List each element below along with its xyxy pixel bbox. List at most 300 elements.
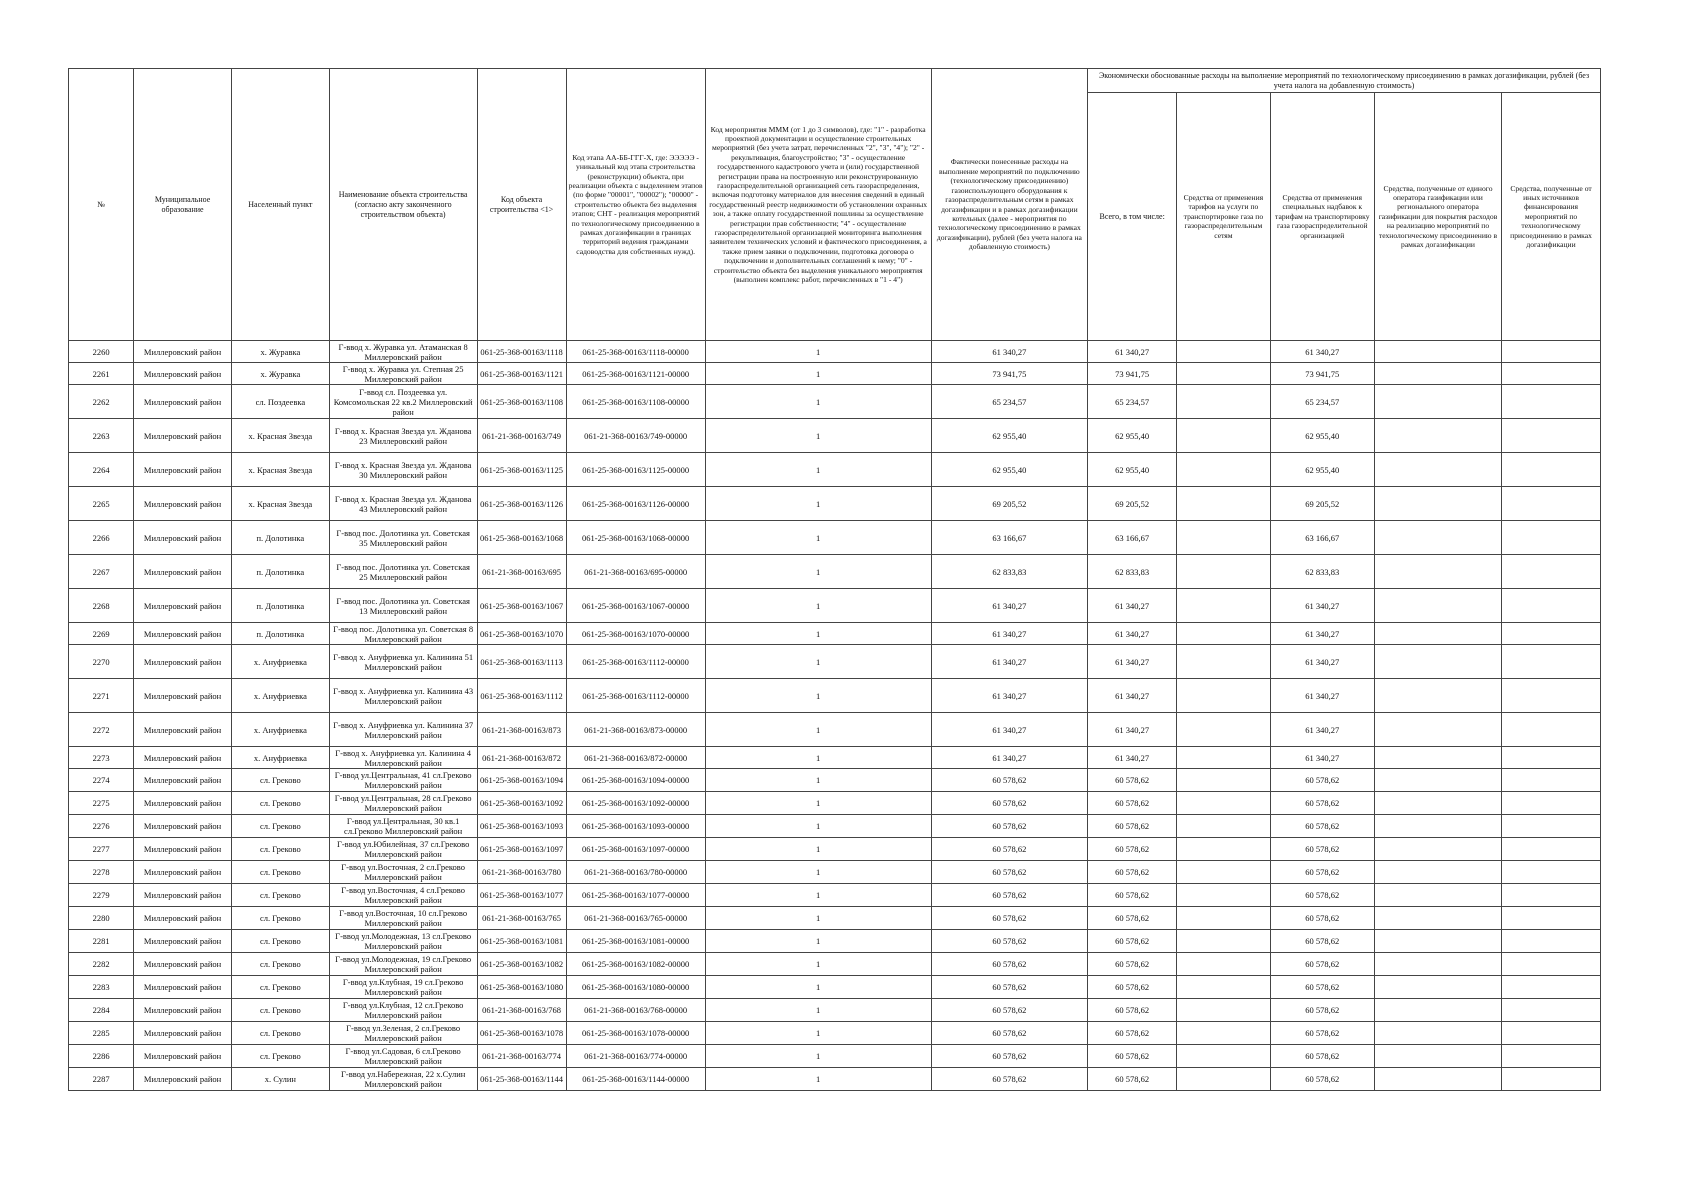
settlement-cell: п. Долотинка [231, 623, 329, 645]
col-header-actual-costs: Фактически понесенные расходы на выполнение мероприятий по подключению (технологическому присоединению) газоиспользующего оборудования к газораспределительным сетям в рамках догазификации и в рамках догазификации котельных (далее - мероприятия по технологическому присоединению в рамках догазификации), рублей (без учета налога на добавленную стоимость) [931, 69, 1087, 341]
operator-funds-cell [1374, 1022, 1501, 1045]
table-row [69, 999, 1601, 1022]
object-name-cell: Г-ввод пос. Долотинка ул. Советская 13 Миллеровский район [329, 589, 477, 623]
operator-funds-cell [1374, 645, 1501, 679]
municipality-cell: Миллеровский район [134, 453, 232, 487]
row-number: 2283 [69, 976, 134, 999]
object-name-cell: Г-ввод х. Ануфриевка ул. Калинина 43 Миллеровский район [329, 679, 477, 713]
col-header-number: № [69, 69, 134, 341]
stage-code-cell: 061-25-368-00163/1097-00000 [566, 838, 705, 861]
table-row [69, 907, 1601, 930]
special-surcharge-cell: 61 340,27 [1270, 623, 1374, 645]
total-cell: 60 578,62 [1088, 907, 1177, 930]
other-funds-cell [1502, 645, 1601, 679]
other-funds-cell [1502, 385, 1601, 419]
tariff-funds-cell [1177, 555, 1270, 589]
settlement-cell: сл. Греково [231, 976, 329, 999]
municipality-cell: Миллеровский район [134, 884, 232, 907]
col-header-tariff-funds: Средства от применения тарифов на услуги по транспортировке газа по газораспределительным сетям [1177, 93, 1270, 341]
municipality-cell: Миллеровский район [134, 792, 232, 815]
tariff-funds-cell [1177, 999, 1270, 1022]
municipality-cell: Миллеровский район [134, 679, 232, 713]
special-surcharge-cell: 60 578,62 [1270, 861, 1374, 884]
other-funds-cell [1502, 487, 1601, 521]
tariff-funds-cell [1177, 815, 1270, 838]
municipality-cell: Миллеровский район [134, 999, 232, 1022]
row-number: 2286 [69, 1045, 134, 1068]
stage-code-cell: 061-21-368-00163/780-00000 [566, 861, 705, 884]
special-surcharge-cell: 60 578,62 [1270, 838, 1374, 861]
table-row [69, 385, 1601, 419]
object-name-cell: Г-ввод ул.Юбилейная, 37 сл.Греково Миллеровский район [329, 838, 477, 861]
operator-funds-cell [1374, 792, 1501, 815]
table-row [69, 1022, 1601, 1045]
event-code-cell: 1 [705, 838, 931, 861]
col-header-object-code: Код объекта строительства <1> [477, 69, 566, 341]
settlement-cell: х. Красная Звезда [231, 419, 329, 453]
table-row [69, 930, 1601, 953]
table-row [69, 341, 1601, 363]
tariff-funds-cell [1177, 976, 1270, 999]
event-code-cell: 1 [705, 419, 931, 453]
table-row [69, 521, 1601, 555]
operator-funds-cell [1374, 884, 1501, 907]
settlement-cell: х. Ануфриевка [231, 713, 329, 747]
actual-costs-cell: 62 833,83 [931, 555, 1087, 589]
actual-costs-cell: 60 578,62 [931, 1022, 1087, 1045]
other-funds-cell [1502, 792, 1601, 815]
stage-code-cell: 061-25-368-00163/1080-00000 [566, 976, 705, 999]
other-funds-cell [1502, 930, 1601, 953]
municipality-cell: Миллеровский район [134, 838, 232, 861]
other-funds-cell [1502, 623, 1601, 645]
object-name-cell: Г-ввод ул.Молодежная, 13 сл.Греково Миллеровский район [329, 930, 477, 953]
object-code-cell: 061-21-368-00163/749 [477, 419, 566, 453]
tariff-funds-cell [1177, 385, 1270, 419]
tariff-funds-cell [1177, 1045, 1270, 1068]
actual-costs-cell: 65 234,57 [931, 385, 1087, 419]
actual-costs-cell: 60 578,62 [931, 930, 1087, 953]
settlement-cell: сл. Греково [231, 999, 329, 1022]
special-surcharge-cell: 61 340,27 [1270, 341, 1374, 363]
row-number: 2280 [69, 907, 134, 930]
stage-code-cell: 061-21-368-00163/768-00000 [566, 999, 705, 1022]
operator-funds-cell [1374, 769, 1501, 792]
table-row [69, 487, 1601, 521]
object-code-cell: 061-25-368-00163/1067 [477, 589, 566, 623]
total-cell: 61 340,27 [1088, 747, 1177, 769]
other-funds-cell [1502, 838, 1601, 861]
object-code-cell: 061-25-368-00163/1121 [477, 363, 566, 385]
operator-funds-cell [1374, 521, 1501, 555]
table-row [69, 555, 1601, 589]
operator-funds-cell [1374, 976, 1501, 999]
settlement-cell: х. Журавка [231, 363, 329, 385]
operator-funds-cell [1374, 453, 1501, 487]
operator-funds-cell [1374, 589, 1501, 623]
object-code-cell: 061-25-368-00163/1097 [477, 838, 566, 861]
object-code-cell: 061-25-368-00163/1144 [477, 1068, 566, 1091]
col-header-other-funds: Средства, полученные от иных источников финансирования мероприятий по технологическому присоединению в рамках догазификации [1502, 93, 1601, 341]
municipality-cell: Миллеровский район [134, 487, 232, 521]
other-funds-cell [1502, 713, 1601, 747]
special-surcharge-cell: 60 578,62 [1270, 976, 1374, 999]
settlement-cell: п. Долотинка [231, 589, 329, 623]
settlement-cell: х. Журавка [231, 341, 329, 363]
event-code-cell: 1 [705, 999, 931, 1022]
stage-code-cell: 061-21-368-00163/765-00000 [566, 907, 705, 930]
row-number: 2285 [69, 1022, 134, 1045]
operator-funds-cell [1374, 838, 1501, 861]
other-funds-cell [1502, 521, 1601, 555]
other-funds-cell [1502, 953, 1601, 976]
actual-costs-cell: 63 166,67 [931, 521, 1087, 555]
settlement-cell: п. Долотинка [231, 555, 329, 589]
object-name-cell: Г-ввод х. Журавка ул. Степная 25 Миллеровский район [329, 363, 477, 385]
object-code-cell: 061-25-368-00163/1093 [477, 815, 566, 838]
operator-funds-cell [1374, 907, 1501, 930]
total-cell: 60 578,62 [1088, 838, 1177, 861]
total-cell: 60 578,62 [1088, 1068, 1177, 1091]
operator-funds-cell [1374, 623, 1501, 645]
stage-code-cell: 061-25-368-00163/1077-00000 [566, 884, 705, 907]
total-cell: 60 578,62 [1088, 769, 1177, 792]
tariff-funds-cell [1177, 861, 1270, 884]
stage-code-cell: 061-25-368-00163/1118-00000 [566, 341, 705, 363]
municipality-cell: Миллеровский район [134, 769, 232, 792]
special-surcharge-cell: 63 166,67 [1270, 521, 1374, 555]
tariff-funds-cell [1177, 907, 1270, 930]
other-funds-cell [1502, 1068, 1601, 1091]
event-code-cell: 1 [705, 521, 931, 555]
municipality-cell: Миллеровский район [134, 747, 232, 769]
row-number: 2275 [69, 792, 134, 815]
actual-costs-cell: 61 340,27 [931, 589, 1087, 623]
actual-costs-cell: 60 578,62 [931, 999, 1087, 1022]
special-surcharge-cell: 62 955,40 [1270, 419, 1374, 453]
object-name-cell: Г-ввод ул.Зеленая, 2 сл.Греково Миллеровский район [329, 1022, 477, 1045]
object-name-cell: Г-ввод ул.Клубная, 19 сл.Греково Миллеровский район [329, 976, 477, 999]
municipality-cell: Миллеровский район [134, 976, 232, 999]
actual-costs-cell: 69 205,52 [931, 487, 1087, 521]
operator-funds-cell [1374, 341, 1501, 363]
operator-funds-cell [1374, 747, 1501, 769]
settlement-cell: сл. Греково [231, 953, 329, 976]
settlement-cell: х. Красная Звезда [231, 487, 329, 521]
municipality-cell: Миллеровский район [134, 623, 232, 645]
actual-costs-cell: 61 340,27 [931, 623, 1087, 645]
row-number: 2266 [69, 521, 134, 555]
special-surcharge-cell: 60 578,62 [1270, 1022, 1374, 1045]
total-cell: 73 941,75 [1088, 363, 1177, 385]
row-number: 2272 [69, 713, 134, 747]
event-code-cell: 1 [705, 679, 931, 713]
stage-code-cell: 061-25-368-00163/1108-00000 [566, 385, 705, 419]
municipality-cell: Миллеровский район [134, 645, 232, 679]
object-name-cell: Г-ввод х. Ануфриевка ул. Калинина 37 Миллеровский район [329, 713, 477, 747]
object-code-cell: 061-25-368-00163/1080 [477, 976, 566, 999]
total-cell: 61 340,27 [1088, 679, 1177, 713]
special-surcharge-cell: 60 578,62 [1270, 1045, 1374, 1068]
object-name-cell: Г-ввод ул.Восточная, 2 сл.Греково Миллеровский район [329, 861, 477, 884]
total-cell: 61 340,27 [1088, 623, 1177, 645]
object-code-cell: 061-25-368-00163/1068 [477, 521, 566, 555]
tariff-funds-cell [1177, 363, 1270, 385]
total-cell: 61 340,27 [1088, 589, 1177, 623]
table-body [69, 341, 1601, 1091]
col-header-object-name: Наименование объекта строительства (согласно акту законченного строительством объекта) [329, 69, 477, 341]
total-cell: 60 578,62 [1088, 792, 1177, 815]
stage-code-cell: 061-21-368-00163/695-00000 [566, 555, 705, 589]
object-name-cell: Г-ввод х. Журавка ул. Атаманская 8 Миллеровский район [329, 341, 477, 363]
table-row [69, 713, 1601, 747]
event-code-cell: 1 [705, 907, 931, 930]
object-name-cell: Г-ввод пос. Долотинка ул. Советская 8 Миллеровский район [329, 623, 477, 645]
other-funds-cell [1502, 1045, 1601, 1068]
actual-costs-cell: 61 340,27 [931, 713, 1087, 747]
other-funds-cell [1502, 907, 1601, 930]
operator-funds-cell [1374, 953, 1501, 976]
settlement-cell: сл. Греково [231, 792, 329, 815]
col-header-stage-code: Код этапа АА-ББ-ГГГ-Х, где: ЭЭЭЭЭ - уникальный код этапа строительства (реконструкции) объекта, при реализации объекта с выделением этапов (по форме "00001", "00002"); "00000" - строительство объекта без выделения этапов; СНТ - реализация мероприятий по технологическому присоединению в рамках догазификации в границах территорий ведения гражданами садоводства для собственных нужд). [566, 69, 705, 341]
col-header-operator-funds: Средства, полученные от единого оператора газификации или регионального оператора газификации для покрытия расходов на реализацию мероприятий по технологическому присоединению в рамках догазификации [1374, 93, 1501, 341]
actual-costs-cell: 60 578,62 [931, 838, 1087, 861]
object-code-cell: 061-21-368-00163/695 [477, 555, 566, 589]
object-code-cell: 061-21-368-00163/780 [477, 861, 566, 884]
table-row [69, 453, 1601, 487]
actual-costs-cell: 60 578,62 [931, 953, 1087, 976]
tariff-funds-cell [1177, 792, 1270, 815]
tariff-funds-cell [1177, 838, 1270, 861]
settlement-cell: х. Красная Звезда [231, 453, 329, 487]
settlement-cell: х. Сулин [231, 1068, 329, 1091]
event-code-cell: 1 [705, 953, 931, 976]
settlement-cell: сл. Греково [231, 815, 329, 838]
event-code-cell: 1 [705, 589, 931, 623]
tariff-funds-cell [1177, 341, 1270, 363]
actual-costs-cell: 60 578,62 [931, 1068, 1087, 1091]
event-code-cell: 1 [705, 623, 931, 645]
row-number: 2261 [69, 363, 134, 385]
stage-code-cell: 061-25-368-00163/1125-00000 [566, 453, 705, 487]
municipality-cell: Миллеровский район [134, 555, 232, 589]
object-code-cell: 061-25-368-00163/1112 [477, 679, 566, 713]
event-code-cell: 1 [705, 861, 931, 884]
other-funds-cell [1502, 999, 1601, 1022]
row-number: 2264 [69, 453, 134, 487]
special-surcharge-cell: 62 955,40 [1270, 453, 1374, 487]
settlement-cell: сл. Греково [231, 884, 329, 907]
operator-funds-cell [1374, 1045, 1501, 1068]
municipality-cell: Миллеровский район [134, 521, 232, 555]
row-number: 2282 [69, 953, 134, 976]
tariff-funds-cell [1177, 769, 1270, 792]
stage-code-cell: 061-25-368-00163/1126-00000 [566, 487, 705, 521]
stage-code-cell: 061-25-368-00163/1081-00000 [566, 930, 705, 953]
actual-costs-cell: 61 340,27 [931, 645, 1087, 679]
object-name-cell: Г-ввод х. Красная Звезда ул. Жданова 43 Миллеровский район [329, 487, 477, 521]
total-cell: 61 340,27 [1088, 645, 1177, 679]
stage-code-cell: 061-25-368-00163/1068-00000 [566, 521, 705, 555]
tariff-funds-cell [1177, 487, 1270, 521]
object-name-cell: Г-ввод х. Красная Звезда ул. Жданова 30 Миллеровский район [329, 453, 477, 487]
row-number: 2274 [69, 769, 134, 792]
actual-costs-cell: 61 340,27 [931, 341, 1087, 363]
row-number: 2281 [69, 930, 134, 953]
table-row [69, 769, 1601, 792]
municipality-cell: Миллеровский район [134, 1068, 232, 1091]
stage-code-cell: 061-25-368-00163/1121-00000 [566, 363, 705, 385]
object-name-cell: Г-ввод ул.Центральная, 30 кв.1 сл.Греково Миллеровский район [329, 815, 477, 838]
other-funds-cell [1502, 747, 1601, 769]
special-surcharge-cell: 60 578,62 [1270, 1068, 1374, 1091]
row-number: 2278 [69, 861, 134, 884]
object-code-cell: 061-25-368-00163/1118 [477, 341, 566, 363]
table-header [69, 69, 1601, 341]
object-name-cell: Г-ввод ул.Восточная, 4 сл.Греково Миллеровский район [329, 884, 477, 907]
operator-funds-cell [1374, 999, 1501, 1022]
object-code-cell: 061-25-368-00163/1077 [477, 884, 566, 907]
operator-funds-cell [1374, 487, 1501, 521]
col-header-settlement: Населенный пункт [231, 69, 329, 341]
event-code-cell: 1 [705, 815, 931, 838]
other-funds-cell [1502, 884, 1601, 907]
special-surcharge-cell: 60 578,62 [1270, 884, 1374, 907]
special-surcharge-cell: 60 578,62 [1270, 953, 1374, 976]
stage-code-cell: 061-25-368-00163/1094-00000 [566, 769, 705, 792]
stage-code-cell: 061-25-368-00163/1092-00000 [566, 792, 705, 815]
actual-costs-cell: 60 578,62 [931, 815, 1087, 838]
stage-code-cell: 061-25-368-00163/1093-00000 [566, 815, 705, 838]
stage-code-cell: 061-25-368-00163/1078-00000 [566, 1022, 705, 1045]
operator-funds-cell [1374, 679, 1501, 713]
actual-costs-cell: 60 578,62 [931, 769, 1087, 792]
row-number: 2269 [69, 623, 134, 645]
other-funds-cell [1502, 363, 1601, 385]
row-number: 2271 [69, 679, 134, 713]
object-code-cell: 061-21-368-00163/872 [477, 747, 566, 769]
total-cell: 65 234,57 [1088, 385, 1177, 419]
municipality-cell: Миллеровский район [134, 385, 232, 419]
event-code-cell: 1 [705, 976, 931, 999]
operator-funds-cell [1374, 419, 1501, 453]
stage-code-cell: 061-25-368-00163/1144-00000 [566, 1068, 705, 1091]
event-code-cell: 1 [705, 1045, 931, 1068]
total-cell: 60 578,62 [1088, 999, 1177, 1022]
object-code-cell: 061-21-368-00163/768 [477, 999, 566, 1022]
table-row [69, 976, 1601, 999]
tariff-funds-cell [1177, 521, 1270, 555]
stage-code-cell: 061-21-368-00163/873-00000 [566, 713, 705, 747]
object-code-cell: 061-21-368-00163/765 [477, 907, 566, 930]
special-surcharge-cell: 61 340,27 [1270, 713, 1374, 747]
other-funds-cell [1502, 815, 1601, 838]
other-funds-cell [1502, 861, 1601, 884]
operator-funds-cell [1374, 555, 1501, 589]
settlement-cell: сл. Поздеевка [231, 385, 329, 419]
table-row [69, 1068, 1601, 1091]
row-number: 2268 [69, 589, 134, 623]
special-surcharge-cell: 73 941,75 [1270, 363, 1374, 385]
tariff-funds-cell [1177, 589, 1270, 623]
row-number: 2262 [69, 385, 134, 419]
total-cell: 61 340,27 [1088, 713, 1177, 747]
table-row [69, 363, 1601, 385]
table-row [69, 645, 1601, 679]
settlement-cell: х. Ануфриевка [231, 747, 329, 769]
special-surcharge-cell: 69 205,52 [1270, 487, 1374, 521]
actual-costs-cell: 60 578,62 [931, 976, 1087, 999]
row-number: 2273 [69, 747, 134, 769]
tariff-funds-cell [1177, 747, 1270, 769]
actual-costs-cell: 62 955,40 [931, 419, 1087, 453]
object-code-cell: 061-25-368-00163/1108 [477, 385, 566, 419]
total-cell: 60 578,62 [1088, 1045, 1177, 1068]
tariff-funds-cell [1177, 930, 1270, 953]
actual-costs-cell: 60 578,62 [931, 1045, 1087, 1068]
tariff-funds-cell [1177, 884, 1270, 907]
table-row [69, 589, 1601, 623]
object-code-cell: 061-25-368-00163/1094 [477, 769, 566, 792]
object-name-cell: Г-ввод пос. Долотинка ул. Советская 25 Миллеровский район [329, 555, 477, 589]
table-row [69, 679, 1601, 713]
event-code-cell: 1 [705, 453, 931, 487]
settlement-cell: х. Ануфриевка [231, 679, 329, 713]
row-number: 2279 [69, 884, 134, 907]
total-cell: 60 578,62 [1088, 861, 1177, 884]
settlement-cell: сл. Греково [231, 930, 329, 953]
total-cell: 63 166,67 [1088, 521, 1177, 555]
object-code-cell: 061-25-368-00163/1082 [477, 953, 566, 976]
special-surcharge-cell: 60 578,62 [1270, 815, 1374, 838]
total-cell: 60 578,62 [1088, 930, 1177, 953]
municipality-cell: Миллеровский район [134, 930, 232, 953]
stage-code-cell: 061-25-368-00163/1070-00000 [566, 623, 705, 645]
settlement-cell: п. Долотинка [231, 521, 329, 555]
actual-costs-cell: 73 941,75 [931, 363, 1087, 385]
object-code-cell: 061-25-368-00163/1125 [477, 453, 566, 487]
table-row [69, 792, 1601, 815]
total-cell: 62 955,40 [1088, 453, 1177, 487]
stage-code-cell: 061-21-368-00163/774-00000 [566, 1045, 705, 1068]
object-name-cell: Г-ввод ул.Клубная, 12 сл.Греково Миллеровский район [329, 999, 477, 1022]
stage-code-cell: 061-25-368-00163/1112-00000 [566, 679, 705, 713]
gasification-table [68, 68, 1601, 1091]
row-number: 2270 [69, 645, 134, 679]
row-number: 2277 [69, 838, 134, 861]
row-number: 2276 [69, 815, 134, 838]
special-surcharge-cell: 60 578,62 [1270, 769, 1374, 792]
settlement-cell: сл. Греково [231, 838, 329, 861]
settlement-cell: сл. Греково [231, 769, 329, 792]
operator-funds-cell [1374, 861, 1501, 884]
tariff-funds-cell [1177, 645, 1270, 679]
special-surcharge-cell: 60 578,62 [1270, 792, 1374, 815]
special-surcharge-cell: 61 340,27 [1270, 679, 1374, 713]
stage-code-cell: 061-21-368-00163/872-00000 [566, 747, 705, 769]
event-code-cell: 1 [705, 884, 931, 907]
total-cell: 60 578,62 [1088, 1022, 1177, 1045]
object-code-cell: 061-21-368-00163/873 [477, 713, 566, 747]
tariff-funds-cell [1177, 1022, 1270, 1045]
tariff-funds-cell [1177, 623, 1270, 645]
table-row [69, 884, 1601, 907]
tariff-funds-cell [1177, 1068, 1270, 1091]
event-code-cell: 1 [705, 341, 931, 363]
total-cell: 61 340,27 [1088, 341, 1177, 363]
tariff-funds-cell [1177, 713, 1270, 747]
tariff-funds-cell [1177, 419, 1270, 453]
